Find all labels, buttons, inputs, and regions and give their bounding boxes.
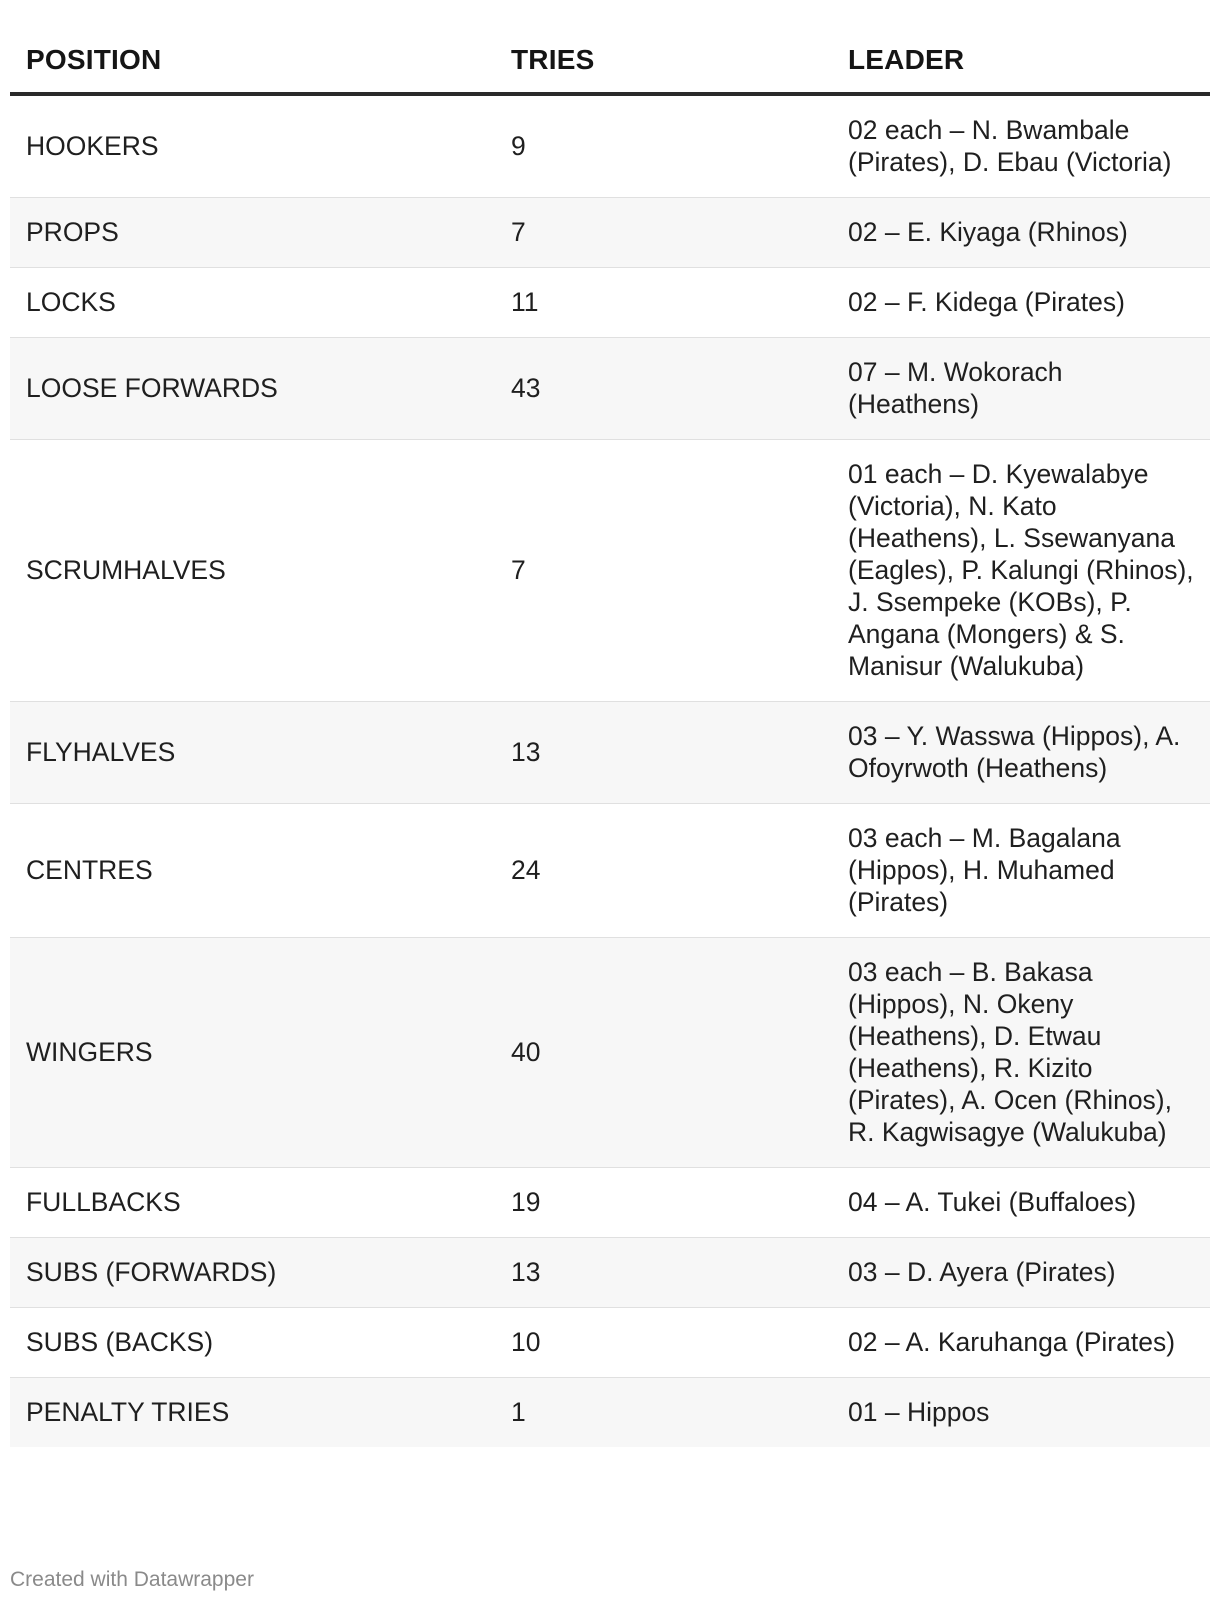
table-row — [10, 94, 1210, 198]
table-header — [10, 20, 1210, 94]
cell-position: FULLBACKS — [10, 1168, 495, 1238]
cell-tries: 1 — [495, 1378, 832, 1448]
table-row — [10, 1168, 1210, 1238]
cell-leader: 03 each – M. Bagalana (Hippos), H. Muhamed (Pirates) — [832, 804, 1210, 938]
cell-tries: 7 — [495, 198, 832, 268]
column-header-position[interactable]: POSITION — [10, 20, 495, 94]
cell-tries: 40 — [495, 938, 832, 1168]
table-row — [10, 1308, 1210, 1378]
cell-position: WINGERS — [10, 938, 495, 1168]
cell-position: LOOSE FORWARDS — [10, 338, 495, 440]
cell-position: PENALTY TRIES — [10, 1378, 495, 1448]
cell-leader: 01 each – D. Kyewalabye (Victoria), N. Kato (Heathens), L. Ssewanyana (Eagles), P. Kalungi (Rhinos), J. Ssempeke (KOBs), P. Angana (Mongers) & S. Manisur (Walukuba) — [832, 440, 1210, 702]
cell-position: LOCKS — [10, 268, 495, 338]
cell-position: SUBS (FORWARDS) — [10, 1238, 495, 1308]
cell-leader: 03 – Y. Wasswa (Hippos), A. Ofoyrwoth (Heathens) — [832, 702, 1210, 804]
table-row — [10, 804, 1210, 938]
cell-tries: 9 — [495, 94, 832, 198]
header-row — [10, 20, 1210, 94]
table-row — [10, 938, 1210, 1168]
cell-leader: 03 – D. Ayera (Pirates) — [832, 1238, 1210, 1308]
cell-position: FLYHALVES — [10, 702, 495, 804]
table-row — [10, 268, 1210, 338]
cell-position: SUBS (BACKS) — [10, 1308, 495, 1378]
cell-tries: 19 — [495, 1168, 832, 1238]
cell-leader: 02 – A. Karuhanga (Pirates) — [832, 1308, 1210, 1378]
datawrapper-credit: Created with Datawrapper — [10, 1568, 254, 1591]
cell-tries: 11 — [495, 268, 832, 338]
cell-tries: 7 — [495, 440, 832, 702]
cell-leader: 02 – F. Kidega (Pirates) — [832, 268, 1210, 338]
cell-tries: 13 — [495, 1238, 832, 1308]
cell-leader: 07 – M. Wokorach (Heathens) — [832, 338, 1210, 440]
cell-leader: 02 each – N. Bwambale (Pirates), D. Ebau (Victoria) — [832, 94, 1210, 198]
cell-position: PROPS — [10, 198, 495, 268]
cell-leader: 03 each – B. Bakasa (Hippos), N. Okeny (Heathens), D. Etwau (Heathens), R. Kizito (Pirates), A. Ocen (Rhinos), R. Kagwisagye (Walukuba) — [832, 938, 1210, 1168]
column-header-leader[interactable]: LEADER — [832, 20, 1210, 94]
tries-by-position-table — [10, 20, 1210, 1447]
table-row — [10, 440, 1210, 702]
cell-tries: 43 — [495, 338, 832, 440]
cell-tries: 13 — [495, 702, 832, 804]
table-row — [10, 1238, 1210, 1308]
table-row — [10, 1378, 1210, 1448]
table-row — [10, 198, 1210, 268]
table-body — [10, 94, 1210, 1447]
data-table-container — [10, 20, 1210, 1447]
column-header-tries[interactable]: TRIES — [495, 20, 832, 94]
cell-tries: 24 — [495, 804, 832, 938]
cell-position: SCRUMHALVES — [10, 440, 495, 702]
cell-position: HOOKERS — [10, 94, 495, 198]
cell-position: CENTRES — [10, 804, 495, 938]
cell-leader: 01 – Hippos — [832, 1378, 1210, 1448]
cell-tries: 10 — [495, 1308, 832, 1378]
table-row — [10, 338, 1210, 440]
cell-leader: 04 – A. Tukei (Buffaloes) — [832, 1168, 1210, 1238]
cell-leader: 02 – E. Kiyaga (Rhinos) — [832, 198, 1210, 268]
table-row — [10, 702, 1210, 804]
